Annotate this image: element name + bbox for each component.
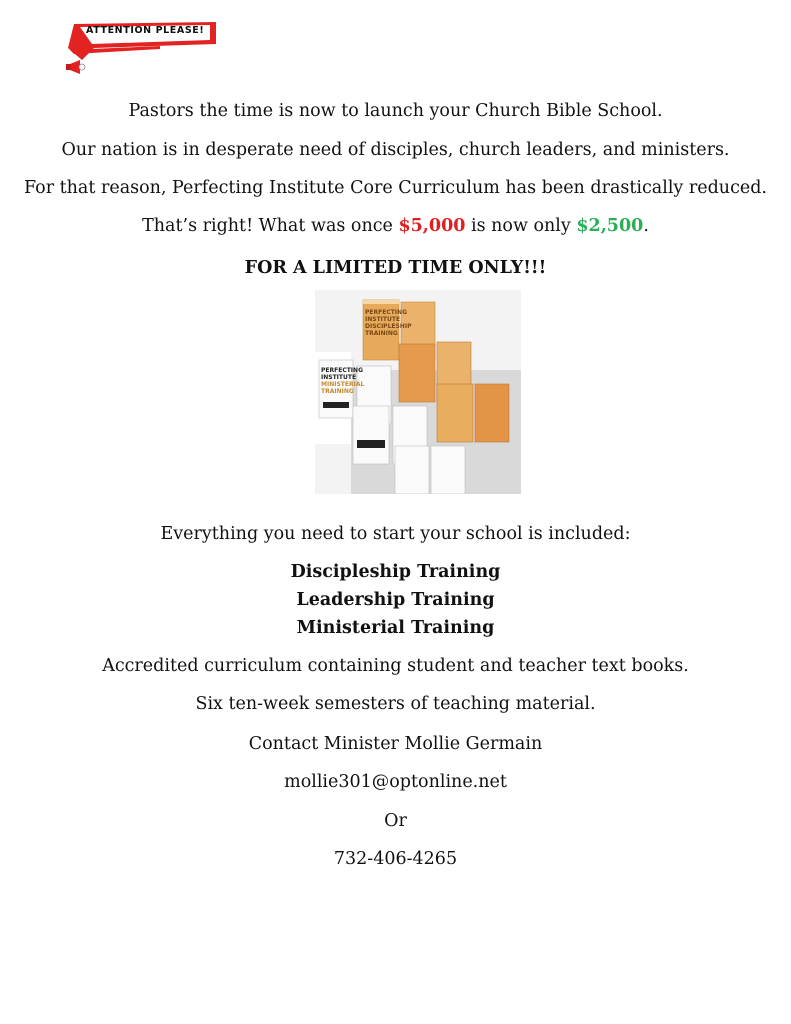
intro-line-1: Pastors the time is now to launch your Church Bible School. — [128, 101, 663, 121]
pricing-suffix: . — [643, 216, 649, 236]
book-stack-graphic — [315, 290, 521, 494]
gold-book — [437, 384, 473, 442]
contact-phone[interactable]: 732-406-4265 — [333, 849, 458, 869]
white-book — [395, 446, 429, 494]
old-price: $5,000 — [398, 216, 466, 236]
white-book — [431, 446, 465, 494]
pricing-middle: is now only — [465, 216, 577, 236]
megaphone-icon — [66, 60, 85, 74]
gold-book — [399, 344, 435, 402]
included-item-leadership: Leadership Training — [296, 590, 495, 610]
new-price: $2,500 — [576, 216, 644, 236]
white-book-title: PERFECTING — [321, 367, 363, 374]
pricing-line — [0, 215, 791, 237]
included-item-ministerial: Ministerial Training — [296, 618, 495, 638]
gold-book-title: INSTITUTE — [365, 316, 401, 323]
white-book-title: INSTITUTE — [321, 374, 357, 381]
intro-line-3: For that reason, Perfecting Institute Core Curriculum has been drastically reduced. — [23, 178, 767, 198]
gold-book-subtitle: DISCIPLESHIP — [365, 323, 412, 330]
limited-time-notice: FOR A LIMITED TIME ONLY!!! — [244, 258, 547, 278]
contact-label: Contact Minister Mollie Germain — [248, 734, 543, 754]
gold-book-title: PERFECTING — [365, 309, 407, 316]
white-book-subtitle: MINISTERIAL — [321, 381, 365, 388]
white-book-subtitle: TRAINING — [321, 388, 354, 395]
pricing-prefix: That’s right! What was once — [142, 216, 399, 236]
intro-line-2: Our nation is in desperate need of disciples, church leaders, and ministers. — [61, 140, 730, 160]
attention-banner — [64, 20, 220, 80]
detail-line-2: Six ten-week semesters of teaching material. — [195, 694, 596, 714]
gold-book — [475, 384, 509, 442]
contact-email[interactable]: mollie301@optonline.net — [284, 772, 507, 792]
attention-banner-label: ATTENTION PLEASE! — [86, 25, 205, 36]
contact-or: Or — [384, 811, 407, 831]
gold-book-subtitle: TRAINING — [365, 330, 398, 337]
detail-line-1: Accredited curriculum containing student and teacher text books. — [102, 656, 689, 676]
white-book — [353, 406, 389, 464]
included-heading: Everything you need to start your school is included: — [160, 524, 631, 544]
curriculum-books-image — [315, 290, 521, 494]
included-item-discipleship: Discipleship Training — [290, 562, 501, 582]
